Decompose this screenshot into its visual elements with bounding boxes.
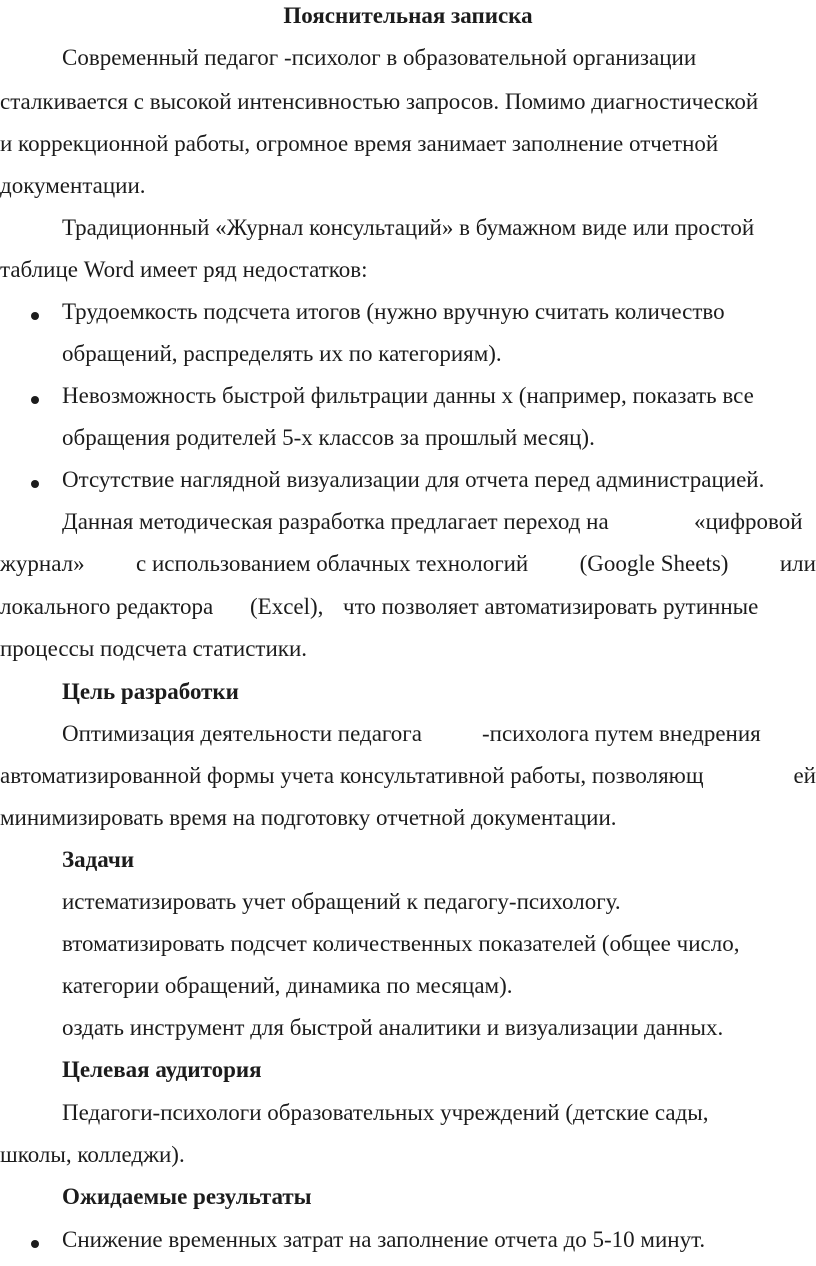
paragraph-line: Педагоги-психологи образовательных учреждений (детские сады, xyxy=(62,1100,709,1125)
list-item: Невозможность быстрой фильтрации данны х (например, показать все xyxy=(62,383,754,408)
paragraph-line: и коррекционной работы, огромное время занимает заполнение отчетной xyxy=(0,131,719,156)
text-segment: -психолога путем внедрения xyxy=(482,721,761,746)
paragraph-line-justified xyxy=(0,762,816,790)
text-segment: локального редактора xyxy=(0,594,214,619)
paragraph-line: минимизировать время на подготовку отчетной документации. xyxy=(0,805,617,830)
text-segment: журнал» xyxy=(0,551,85,576)
text-segment: с использованием облачных технологий xyxy=(135,551,529,576)
paragraph-line: таблице Word имеет ряд недостатков: xyxy=(0,257,368,282)
section-heading-goal: Цель разработки xyxy=(62,679,239,704)
list-item: Снижение временных затрат на заполнение отчета до 5-10 минут. xyxy=(62,1227,706,1252)
list-item: Трудоемкость подсчета итогов (нужно вручную считать количество xyxy=(62,299,725,324)
text-segment: Оптимизация деятельности педагога xyxy=(62,721,422,746)
list-item: обращения родителей 5-х классов за прошлый месяц). xyxy=(62,425,595,450)
text-segment: что позволяет автоматизировать рутинные xyxy=(343,594,759,619)
paragraph-line: процессы подсчета статистики. xyxy=(0,636,307,661)
text-segment: (Excel), xyxy=(250,594,324,619)
paragraph-line: Традиционный «Журнал консультаций» в бумажном виде или простой xyxy=(62,215,755,240)
text-segment: ей xyxy=(793,763,816,788)
list-item: обращений, распределять их по категориям). xyxy=(62,341,502,366)
text-segment: или xyxy=(779,551,816,576)
text-segment: автоматизированной формы учета консультативной работы, позволяющ xyxy=(0,763,704,788)
text-segment: (Google Sheets) xyxy=(579,551,729,576)
paragraph-line: «цифровой xyxy=(694,509,803,534)
document-title: Пояснительная записка xyxy=(283,3,533,28)
paragraph-line: сталкивается с высокой интенсивностью запросов. Помимо диагностической xyxy=(0,89,759,114)
section-heading-results: Ожидаемые результаты xyxy=(62,1184,312,1209)
bullet-icon xyxy=(31,312,39,320)
list-item: категории обращений, динамика по месяцам). xyxy=(62,973,513,998)
bullet-icon xyxy=(31,1240,39,1248)
list-item: Отсутствие наглядной визуализации для отчета перед администрацией. xyxy=(62,467,765,492)
paragraph-line: школы, колледжи). xyxy=(0,1142,185,1167)
bullet-icon xyxy=(31,396,39,404)
paragraph-line: документации. xyxy=(0,173,146,198)
list-item: втоматизировать подсчет количественных показателей (общее число, xyxy=(62,931,740,956)
section-heading-tasks: Задачи xyxy=(62,847,135,872)
paragraph-line-justified xyxy=(0,550,816,578)
list-item: оздать инструмент для быстрой аналитики и визуализации данных. xyxy=(62,1015,724,1040)
paragraph-line: Данная методическая разработка предлагает переход на xyxy=(62,509,609,534)
paragraph-line: Современный педагог -психолог в образовательной организации xyxy=(62,45,697,70)
bullet-icon xyxy=(31,480,39,488)
list-item: истематизировать учет обращений к педагогу-психологу. xyxy=(62,889,621,914)
section-heading-audience: Целевая аудитория xyxy=(62,1057,262,1082)
